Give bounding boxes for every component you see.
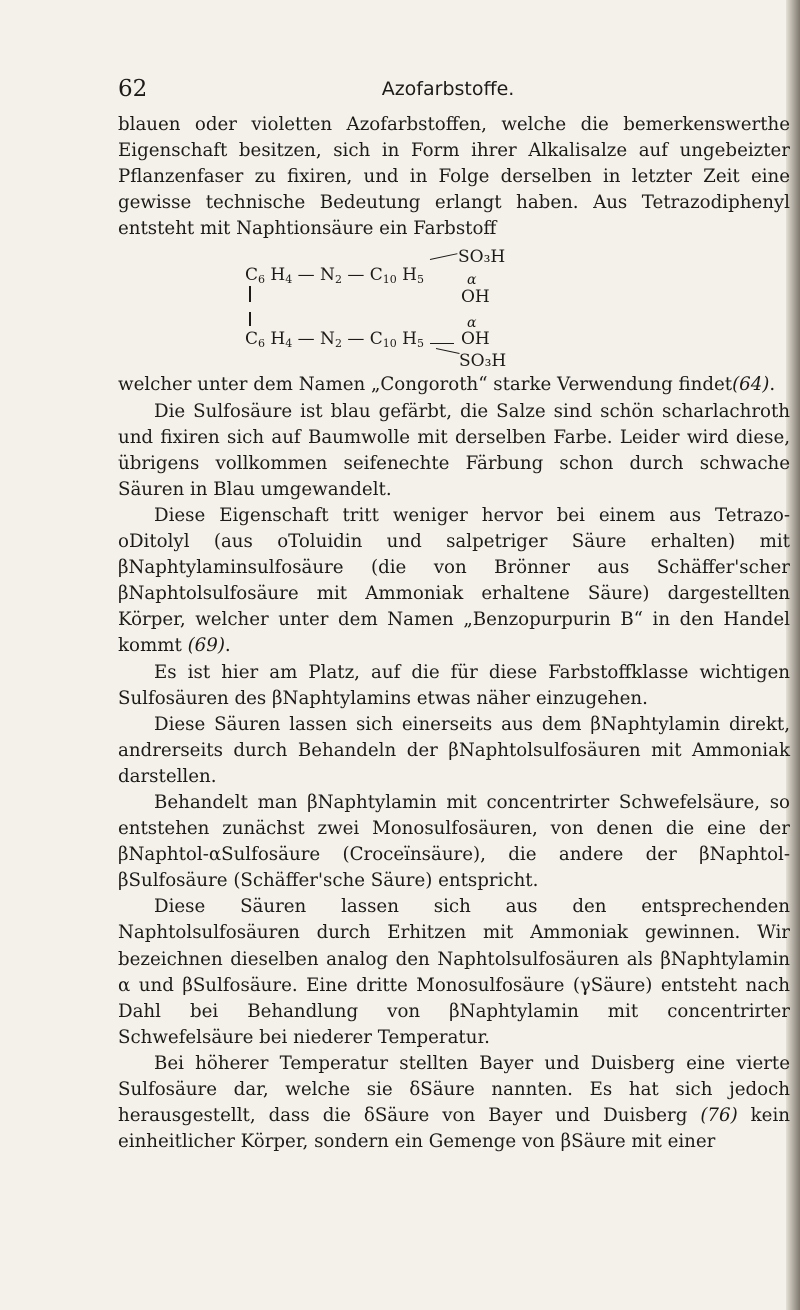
- paragraph-5: Es ist hier am Platz, auf die für diese Farbstoffklasse wichtigen Sulfosäuren des βNaphtylamins etwas näher einzugehen.: [118, 661, 790, 709]
- formula-bond-upper: [430, 254, 458, 261]
- formula-top-chain: $C_6$ $H_4$ — $N_2$ — $C_{10}$ $H_5$: [245, 265, 424, 287]
- paragraph-6: Diese Säuren lassen sich einerseits aus dem βNaphtylamin direkt, andrerseits durch Behandeln der βNaphtolsulfosäuren mit Ammoniak darstellen.: [118, 713, 790, 787]
- paragraph-2: welcher unter dem Namen „Congoroth“ starke Verwendung findet(64).: [118, 374, 776, 396]
- paragraph-7: Behandelt man βNaphtylamin mit concentrirter Schwefelsäure, so entstehen zunächst zwei Monosulfosäuren, von denen die eine der βNaphtol-αSulfosäure (Croceïnsäure), die andere der βNaphtol-βSulfosäure (Schäffer'sche Säure) entspricht.: [118, 791, 790, 892]
- formula-mid-alpha: α: [467, 315, 477, 332]
- formula-vertical-bond-1: [249, 286, 251, 302]
- congo-red-structural-formula: [118, 242, 790, 372]
- paragraph-8: Diese Säuren lassen sich aus den entsprechenden Naphtolsulfosäuren durch Erhitzen mit Ammoniak gewinnen. Wir bezeichnen dieselben analog den Naphtolsulfosäuren als βNaphtylamin α und βSulfosäure. Eine dritte Monosulfosäure (γSäure) entsteht nach Dahl bei Behandlung von βNaphtylamin mit concentrirter Schwefelsäure bei niederer Temperatur.: [118, 896, 790, 1048]
- paragraph-4: Diese Eigenschaft tritt weniger hervor bei einem aus Tetrazo-oDitolyl (aus oToluidin und salpetriger Säure erhalten) mit βNaphtylaminsulfosäure (die von Brönner aus Schäffer'scher βNaphtolsulfosäure mit Ammoniak erhaltene Säure) dargestellten Körper, welcher unter dem Namen „Benzopurpurin B“ in den Handel kommt (69).: [118, 504, 790, 657]
- reference-76: (76): [700, 1105, 738, 1127]
- paragraph-9: Bei höherer Temperatur stellten Bayer und Duisberg eine vierte Sulfosäure dar, welche sie δSäure nannten. Es hat sich jedoch herausgestellt, dass die δSäure von Bayer und Duisberg (76) kein einheitlicher Körper, sondern ein Gemenge von βSäure mit einer: [118, 1052, 790, 1153]
- formula-top-so3h: SO₃H: [458, 247, 506, 268]
- page-number: 62: [118, 76, 148, 102]
- running-title: Azofarbstoffe.: [381, 78, 515, 100]
- formula-bond-lower-b: [436, 348, 460, 354]
- formula-bottom-oh: OH: [461, 329, 490, 350]
- reference-64: (64): [732, 374, 770, 396]
- page-header: [118, 76, 778, 106]
- formula-top-alpha: α: [467, 272, 477, 289]
- body-text: [118, 112, 790, 1155]
- formula-top-oh: OH: [461, 287, 490, 308]
- paragraph-1: blauen oder violetten Azofarbstoffen, welche die bemerkenswerthe Eigenschaft besitzen, sich in Form ihrer Alkalisalze auf ungebeizter Pflanzenfaser zu fixiren, und in Folge derselben in letzter Zeit eine gewisse technische Bedeutung erlangt haben. Aus Tetrazodiphenyl entsteht mit Naphtionsäure ein Farbstoff: [118, 114, 790, 240]
- formula-bond-lower-a: [430, 343, 454, 344]
- formula-vertical-bond-2: [249, 312, 251, 326]
- formula-bottom-chain: $C_6$ $H_4$ — $N_2$ — $C_{10}$ $H_5$: [245, 329, 424, 351]
- reference-69: (69): [187, 635, 225, 657]
- paragraph-3: Die Sulfosäure ist blau gefärbt, die Salze sind schön scharlachroth und fixiren sich auf Baumwolle mit derselben Farbe. Leider wird diese, übrigens vollkommen seifenechte Färbung schon durch schwache Säuren in Blau umgewandelt.: [118, 400, 790, 500]
- formula-bottom-so3h: SO₃H: [459, 351, 507, 372]
